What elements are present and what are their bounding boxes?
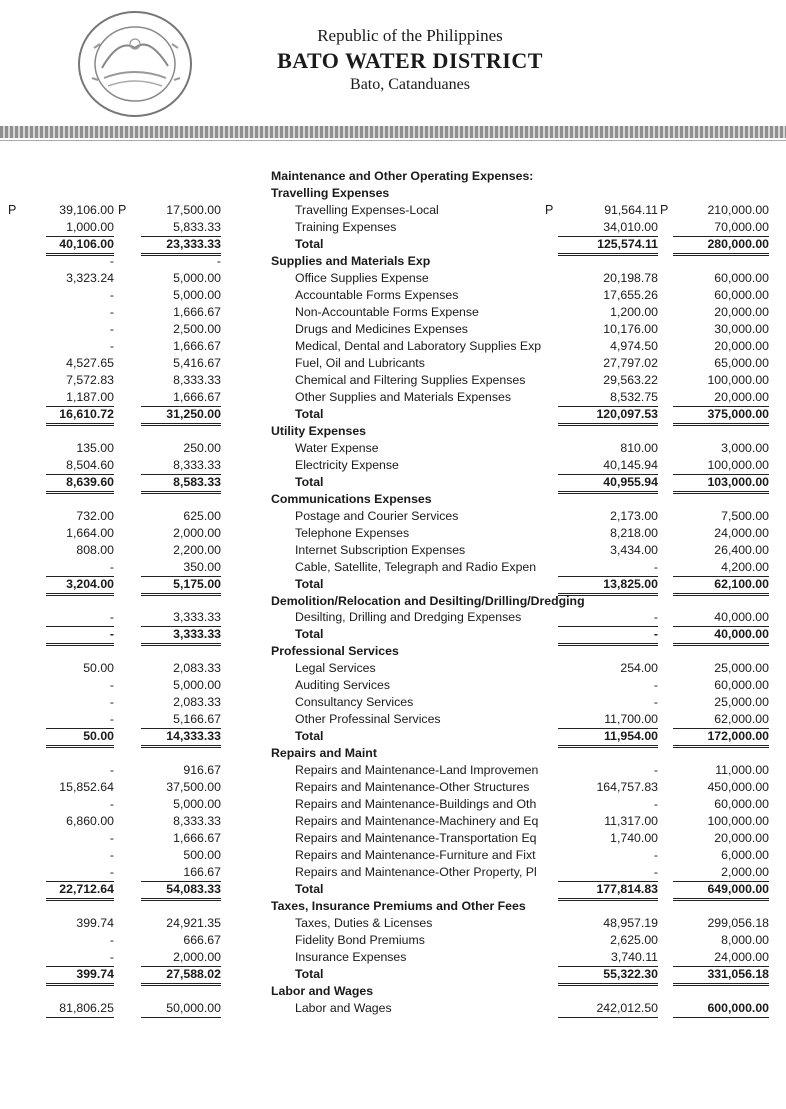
section-header-row [0,168,786,185]
annual-budget-amount: 6,000.00 [721,848,769,863]
annual-budget-amount: 65,000.00 [714,355,769,370]
currency-symbol: P [8,202,17,217]
line-item-row [0,559,786,576]
monthly-budget-amount: - [216,253,221,268]
line-item-label: Training Expenses [295,219,397,234]
total-row [0,626,786,643]
section-title: Maintenance and Other Operating Expenses: [271,169,534,183]
prior-actual-amount: 50.00 [46,728,114,748]
prior-actual-amount: 732.00 [76,508,114,523]
current-actual-amount: - [558,626,658,646]
line-item-label: Electricity Expense [295,457,399,472]
annual-budget-amount: 2,000.00 [673,864,769,882]
current-actual-amount: 242,012.50 [558,1000,658,1018]
section-title: Supplies and Materials Exp [271,253,431,268]
prior-actual-amount: - [109,338,114,353]
current-actual-amount: 8,532.75 [558,389,658,407]
monthly-budget-amount: 5,000.00 [173,797,221,812]
monthly-budget-amount: 1,666.67 [173,338,221,353]
monthly-budget-amount: 31,250.00 [141,406,221,426]
prior-actual-amount: 399.74 [46,966,114,986]
annual-budget-amount: 100,000.00 [707,814,769,829]
line-item-row [0,847,786,864]
monthly-budget-amount: 2,083.33 [173,661,221,676]
line-item-row [0,949,786,966]
monthly-budget-amount: 5,416.67 [173,355,221,370]
annual-budget-amount: 8,000.00 [721,933,769,948]
line-item-label: Total [295,474,324,489]
total-row [0,728,786,745]
line-item-row [0,762,786,779]
monthly-budget-amount: 50,000.00 [141,1000,221,1018]
line-item-row [0,525,786,542]
prior-actual-amount: 1,000.00 [46,219,114,237]
line-item-label: Desilting, Drilling and Dredging Expenses [295,610,522,625]
monthly-budget-amount: 1,666.67 [173,304,221,319]
annual-budget-amount: 20,000.00 [673,389,769,407]
prior-actual-amount: 7,572.83 [66,372,114,387]
header-republic: Republic of the Philippines [317,26,503,45]
current-actual-amount: 120,097.53 [558,406,658,426]
section-header-row [0,983,786,1000]
current-actual-amount: 2,625.00 [610,933,658,948]
annual-budget-amount: 649,000.00 [673,881,769,901]
line-item-row [0,711,786,728]
annual-budget-amount: 60,000.00 [714,270,769,285]
annual-budget-amount: 331,056.18 [673,966,769,986]
line-item-row [0,694,786,711]
monthly-budget-amount: 14,333.33 [141,728,221,748]
monthly-budget-amount: 916.67 [183,763,221,778]
current-actual-amount: - [558,559,658,577]
monthly-budget-amount: 24,921.35 [166,916,221,931]
monthly-budget-amount: 37,500.00 [166,780,221,795]
line-item-label: Fuel, Oil and Lubricants [295,355,425,370]
prior-actual-amount: - [46,626,114,646]
prior-actual-amount: - [109,321,114,336]
section-title: Repairs and Maint [271,746,377,761]
line-item-row [0,508,786,525]
line-item-row [0,864,786,881]
line-item-label: Repairs and Maintenance-Land Improvemen [295,763,539,778]
prior-actual-amount: 81,806.25 [46,1000,114,1018]
annual-budget-amount: 26,400.00 [714,542,769,557]
section-title: Labor and Wages [271,984,374,999]
line-item-label: Other Professinal Services [295,712,441,727]
line-item-label: Repairs and Maintenance-Transportation Eq [295,831,537,846]
current-actual-amount: 27,797.02 [603,355,658,370]
prior-actual-amount: - [109,763,114,778]
section-header-row [0,643,786,660]
prior-actual-amount: - [109,797,114,812]
current-actual-amount: - [653,848,658,863]
monthly-budget-amount: 2,083.33 [173,695,221,710]
current-actual-amount: 20,198.78 [603,270,658,285]
current-actual-amount: 17,655.26 [603,287,658,302]
total-row [0,236,786,253]
line-item-label: Telephone Expenses [295,525,410,540]
monthly-budget-amount: 2,000.00 [141,949,221,967]
annual-budget-amount: 7,500.00 [721,508,769,523]
line-item-row [0,796,786,813]
monthly-budget-amount: 5,000.00 [173,270,221,285]
annual-budget-amount: 100,000.00 [673,457,769,475]
prior-actual-amount: 15,852.64 [59,780,114,795]
annual-budget-amount: 40,000.00 [673,626,769,646]
currency-symbol: P [545,202,554,217]
current-actual-amount: 40,145.94 [558,457,658,475]
line-item-label: Office Supplies Expense [295,270,429,285]
prior-actual-amount: - [109,848,114,863]
line-item-label: Repairs and Maintenance-Machinery and Eq [295,814,539,829]
monthly-budget-amount: 8,333.33 [141,457,221,475]
line-item-label: Other Supplies and Materials Expenses [295,389,511,404]
line-item-row [0,932,786,949]
annual-budget-amount: 24,000.00 [673,949,769,967]
line-item-label: Total [295,729,324,744]
prior-actual-amount: 6,860.00 [66,814,114,829]
line-item-row [0,219,786,236]
annual-budget-amount: 62,100.00 [673,576,769,596]
current-actual-amount: 254.00 [620,661,658,676]
current-actual-amount: 1,200.00 [610,304,658,319]
section-header-row [0,593,786,610]
monthly-budget-amount: 5,166.67 [141,711,221,729]
line-item-label: Consultancy Services [295,695,414,710]
section-title: Taxes, Insurance Premiums and Other Fees [271,899,526,914]
annual-budget-amount: 40,000.00 [673,609,769,627]
prior-actual-amount: - [109,287,114,302]
monthly-budget-amount: 166.67 [141,864,221,882]
line-item-label: Total [295,967,324,982]
current-actual-amount: 2,173.00 [610,508,658,523]
prior-actual-amount: - [46,949,114,967]
annual-budget-amount: 62,000.00 [673,711,769,729]
prior-actual-amount: - [109,831,114,846]
current-actual-amount: - [653,695,658,710]
monthly-budget-amount: 625.00 [183,508,221,523]
monthly-budget-amount: 8,583.33 [141,474,221,494]
monthly-budget-amount: 5,175.00 [141,576,221,596]
prior-actual-amount: 135.00 [76,440,114,455]
annual-budget-amount: 60,000.00 [714,678,769,693]
annual-budget-amount: 20,000.00 [714,831,769,846]
prior-actual-amount: 1,187.00 [46,389,114,407]
prior-actual-amount: 16,610.72 [46,406,114,426]
section-header-row [0,491,786,508]
line-item-label: Auditing Services [295,678,391,693]
prior-actual-amount: 40,106.00 [46,236,114,256]
line-item-row [0,677,786,694]
prior-actual-amount: 8,639.60 [46,474,114,494]
prior-actual-amount: 22,712.64 [46,881,114,901]
prior-actual-amount: 399.74 [76,916,114,931]
line-item-label: Fidelity Bond Premiums [295,933,425,948]
current-actual-amount: - [558,609,658,627]
line-item-label: Medical, Dental and Laboratory Supplies Exp [295,338,542,353]
monthly-budget-amount: 8,333.33 [173,372,221,387]
prior-actual-amount: - [109,304,114,319]
prior-actual-amount: 808.00 [76,542,114,557]
section-title: Demolition/Relocation and Desilting/Drilling/Dredging [271,593,585,608]
prior-actual-amount: 8,504.60 [46,457,114,475]
line-item-row [0,542,786,559]
line-item-label: Travelling Expenses-Local [295,202,439,217]
monthly-budget-amount: 3,333.33 [141,609,221,627]
monthly-budget-amount: 350.00 [141,559,221,577]
current-actual-amount: 40,955.94 [558,474,658,494]
current-actual-amount: 125,574.11 [558,236,658,256]
current-actual-amount: 1,740.00 [610,831,658,846]
monthly-budget-amount: 2,200.00 [173,542,221,557]
annual-budget-amount: 600,000.00 [673,1000,769,1018]
line-item-label: Accountable Forms Expenses [295,287,459,302]
section-header-row [0,423,786,440]
annual-budget-amount: 280,000.00 [673,236,769,256]
line-item-label: Repairs and Maintenance-Other Property, Pl [295,865,537,880]
line-item-label: Repairs and Maintenance-Buildings and Oth [295,797,537,812]
current-actual-amount: 10,176.00 [603,321,658,336]
monthly-budget-amount: 1,666.67 [173,831,221,846]
annual-budget-amount: 375,000.00 [673,406,769,426]
section-header-row [0,745,786,762]
line-item-row [0,660,786,677]
total-row [0,406,786,423]
line-item-label: Drugs and Medicines Expenses [295,321,468,336]
line-item-label: Chemical and Filtering Supplies Expenses [295,372,526,387]
section-header-row [0,898,786,915]
current-actual-amount: - [558,864,658,882]
current-actual-amount: 8,218.00 [610,525,658,540]
monthly-budget-amount: 500.00 [183,848,221,863]
line-item-row [0,609,786,626]
line-item-row [0,304,786,321]
annual-budget-amount: 172,000.00 [673,728,769,748]
prior-actual-amount: - [109,695,114,710]
annual-budget-amount: 3,000.00 [721,440,769,455]
total-row [0,576,786,593]
annual-budget-amount: 20,000.00 [714,304,769,319]
line-item-row [0,338,786,355]
total-row [0,881,786,898]
annual-budget-amount: 11,000.00 [715,763,769,778]
annual-budget-amount: 299,056.18 [707,916,769,931]
line-item-row [0,372,786,389]
monthly-budget-amount: 8,333.33 [173,814,221,829]
monthly-budget-amount: 23,333.33 [141,236,221,256]
current-actual-amount: 34,010.00 [558,219,658,237]
current-actual-amount: 11,954.00 [558,728,658,748]
prior-actual-amount: 39,106.00 [59,202,114,217]
annual-budget-amount: 70,000.00 [673,219,769,237]
prior-actual-amount: 3,323.24 [66,270,114,285]
line-item-row [0,830,786,847]
header-district-name: BATO WATER DISTRICT [277,48,543,73]
section-title: Communications Expenses [271,491,432,506]
current-actual-amount: 3,434.00 [610,542,658,557]
prior-actual-amount: 1,664.00 [66,525,114,540]
currency-symbol: P [660,202,669,217]
section-title: Travelling Expenses [271,185,390,200]
line-item-row [0,355,786,372]
current-actual-amount: 810.00 [620,440,658,455]
annual-budget-amount: 60,000.00 [714,287,769,302]
annual-budget-amount: 25,000.00 [714,695,769,710]
annual-budget-amount: 210,000.00 [707,202,769,217]
line-item-label: Non-Accountable Forms Expense [295,304,479,319]
line-item-label: Total [295,882,324,897]
monthly-budget-amount: 5,000.00 [173,678,221,693]
line-item-label: Total [295,576,324,591]
section-header-row [0,185,786,202]
line-item-label: Legal Services [295,661,376,676]
prior-actual-amount: - [46,711,114,729]
line-item-row [0,440,786,457]
current-actual-amount: 11,317.00 [604,814,658,829]
monthly-budget-amount: 5,000.00 [173,287,221,302]
monthly-budget-amount: 666.67 [183,933,221,948]
prior-actual-amount: - [46,609,114,627]
monthly-budget-amount: 1,666.67 [141,389,221,407]
current-actual-amount: 11,700.00 [558,711,658,729]
prior-actual-amount: - [109,933,114,948]
annual-budget-amount: 30,000.00 [714,321,769,336]
prior-actual-amount: - [46,559,114,577]
current-actual-amount: 29,563.22 [603,372,658,387]
annual-budget-amount: 4,200.00 [673,559,769,577]
monthly-budget-amount: 27,588.02 [141,966,221,986]
current-actual-amount: 177,814.83 [558,881,658,901]
line-item-row [0,915,786,932]
line-item-row [0,389,786,406]
line-item-label: Cable, Satellite, Telegraph and Radio Expen [295,559,537,574]
prior-actual-amount: 3,204.00 [46,576,114,596]
current-actual-amount: - [653,678,658,693]
section-title: Utility Expenses [271,423,366,438]
annual-budget-amount: 60,000.00 [714,797,769,812]
annual-budget-amount: 24,000.00 [714,525,769,540]
line-item-row [0,779,786,796]
annual-budget-amount: 103,000.00 [673,474,769,494]
monthly-budget-amount: 54,083.33 [141,881,221,901]
line-item-row [0,321,786,338]
total-row [0,966,786,983]
annual-budget-amount: 100,000.00 [707,372,769,387]
current-actual-amount: 4,974.50 [610,338,658,353]
monthly-budget-amount: 17,500.00 [166,202,221,217]
line-item-row [0,457,786,474]
monthly-budget-amount: 3,333.33 [141,626,221,646]
line-item-label: Internet Subscription Expenses [295,542,466,557]
line-item-label: Total [295,627,324,642]
line-item-label: Insurance Expenses [295,950,407,965]
header-location: Bato, Catanduanes [350,76,470,93]
current-actual-amount: - [653,797,658,812]
current-actual-amount: 3,740.11 [558,949,658,967]
prior-actual-amount: - [109,678,114,693]
section-title: Professional Services [271,644,399,659]
current-actual-amount: 13,825.00 [558,576,658,596]
line-item-label: Labor and Wages [295,1001,392,1016]
line-item-label: Repairs and Maintenance-Furniture and Fixt [295,848,536,863]
line-item-label: Total [295,236,324,251]
prior-actual-amount: 50.00 [83,661,114,676]
line-item-row [0,287,786,304]
prior-actual-amount: - [109,253,114,268]
line-item-label: Total [295,406,324,421]
current-actual-amount: 91,564.11 [604,202,658,217]
current-actual-amount: 164,757.83 [596,780,658,795]
prior-actual-amount: 4,527.65 [66,355,114,370]
monthly-budget-amount: 250.00 [183,440,221,455]
line-item-label: Taxes, Duties & Licenses [295,916,433,931]
line-item-label: Postage and Courier Services [295,508,459,523]
current-actual-amount: 55,322.30 [558,966,658,986]
line-item-row [0,1000,786,1017]
line-item-row [0,270,786,287]
line-item-row [0,202,786,219]
monthly-budget-amount: 2,000.00 [173,525,221,540]
line-item-label: Water Expense [295,440,379,455]
prior-actual-amount: - [46,864,114,882]
section-header-row [0,253,786,270]
line-item-label: Repairs and Maintenance-Other Structures [295,780,530,795]
currency-symbol: P [118,202,127,217]
total-row [0,474,786,491]
line-item-row [0,813,786,830]
current-actual-amount: - [653,763,658,778]
annual-budget-amount: 20,000.00 [714,338,769,353]
current-actual-amount: 48,957.19 [603,916,658,931]
annual-budget-amount: 25,000.00 [714,661,769,676]
annual-budget-amount: 450,000.00 [707,780,769,795]
monthly-budget-amount: 5,833.33 [141,219,221,237]
monthly-budget-amount: 2,500.00 [173,321,221,336]
